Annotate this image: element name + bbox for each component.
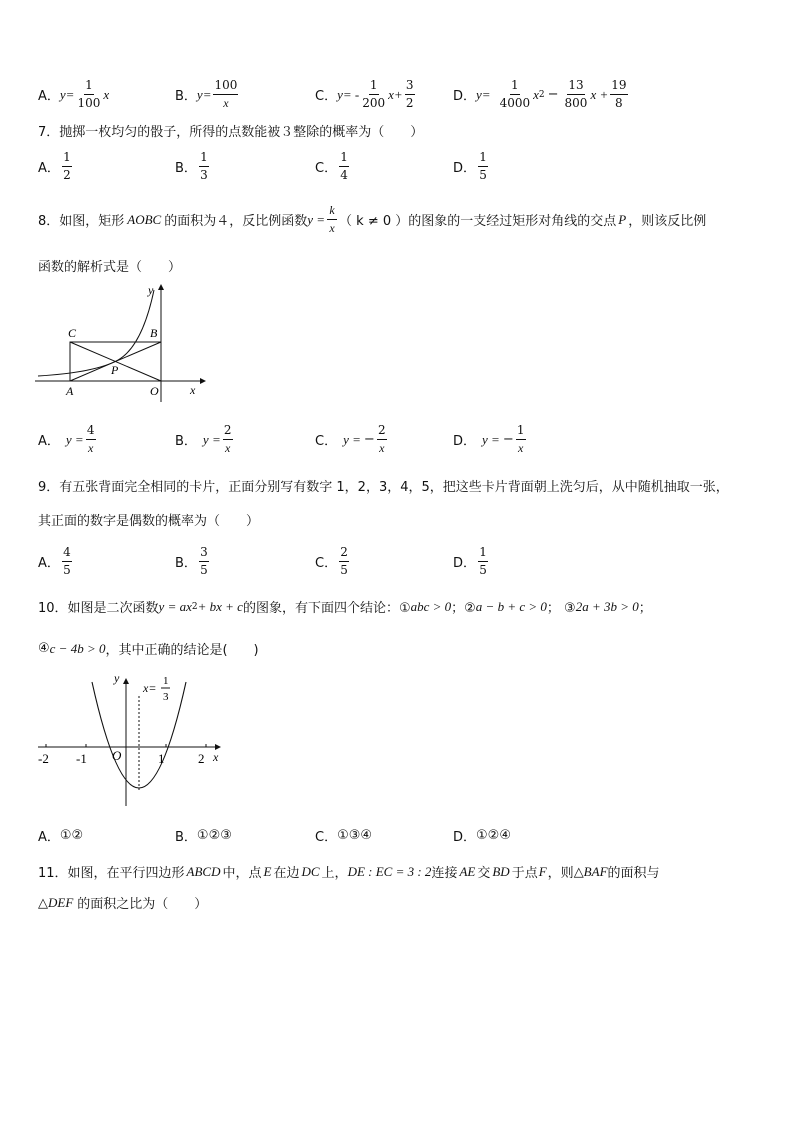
x-axis-arrow bbox=[200, 378, 206, 384]
tick-label-neg1: -1 bbox=[76, 751, 87, 766]
fraction: $\frac{2}{5}$ bbox=[340, 545, 348, 577]
q7-option-a[interactable]: A． $\frac{1}{2}$ bbox=[38, 150, 71, 182]
fraction: $\frac{1}{x}$ bbox=[516, 423, 525, 455]
tick-label-1: 1 bbox=[158, 751, 165, 766]
q8-option-d[interactable]: D． y = − $\frac{1}{x}$ bbox=[453, 423, 525, 455]
label-c: C bbox=[68, 326, 77, 340]
q7-option-c[interactable]: C． $\frac{1}{4}$ bbox=[315, 150, 348, 182]
q9-option-a[interactable]: A． $\frac{4}{5}$ bbox=[38, 545, 71, 577]
label-p: P bbox=[111, 363, 119, 377]
q11-stem-line2: △DEF 的面积之比为（ ） bbox=[38, 894, 208, 912]
fraction: $\frac{1}{2}$ bbox=[63, 150, 71, 182]
label-x: x bbox=[213, 750, 219, 764]
tick-label-2: 2 bbox=[198, 751, 205, 766]
fraction: $\frac{3}{2}$ bbox=[405, 78, 414, 110]
y-axis-arrow bbox=[123, 678, 129, 684]
label-sym-lhs: x= bbox=[143, 681, 157, 695]
q10-option-c[interactable]: C． ①③④ bbox=[315, 828, 373, 845]
label-b: B bbox=[150, 326, 158, 340]
label-sym-den: 3 bbox=[163, 691, 169, 703]
fraction: $\frac{1}{4000}$ bbox=[499, 78, 531, 110]
q10-option-d[interactable]: D． ①②④ bbox=[453, 828, 511, 845]
label-sym-num: 1 bbox=[163, 675, 169, 687]
q6-option-a[interactable]: A． y= $\frac{1}{100}$ x bbox=[38, 78, 110, 110]
fraction: $\frac{13}{800}$ bbox=[564, 78, 588, 110]
fraction: $\frac{19}{8}$ bbox=[611, 78, 627, 110]
q8-option-b[interactable]: B． y = $\frac{2}{x}$ bbox=[175, 423, 232, 455]
fraction: $\frac{2}{x}$ bbox=[377, 423, 386, 455]
q9-option-b[interactable]: B． $\frac{3}{5}$ bbox=[175, 545, 208, 577]
q7-stem: 7．抛掷一枚均匀的骰子，所得的点数能被３整除的概率为（ ） bbox=[38, 125, 424, 140]
fraction: $\frac{2}{x}$ bbox=[223, 423, 232, 455]
label-x: x bbox=[190, 383, 196, 397]
q8-option-c[interactable]: C． y = − $\frac{2}{x}$ bbox=[315, 423, 386, 455]
fraction: $\frac{1}{200}$ bbox=[362, 78, 386, 110]
fraction: $\frac{3}{5}$ bbox=[200, 545, 208, 577]
q10-stem-line2: ④ c − 4b > 0 ，其中正确的结论是( ) bbox=[38, 640, 259, 658]
y-axis-arrow bbox=[158, 284, 164, 290]
label-o: O bbox=[150, 384, 159, 398]
fraction: $\frac{4}{x}$ bbox=[86, 423, 95, 455]
label-y: y bbox=[114, 671, 120, 685]
q10-stem: 10．如图是二次函数 y = ax 2 + bx + c 的图象，有下面四个结论：① abc > 0 ；② a − b + c > 0 ； ③ 2a + 3b > 0 ； bbox=[38, 598, 652, 616]
q10-option-b[interactable]: B． ①②③ bbox=[175, 828, 232, 845]
fraction: $\frac{1}{3}$ bbox=[200, 150, 208, 182]
tick-label-neg2: -2 bbox=[38, 751, 49, 766]
fraction: $\frac{1}{5}$ bbox=[479, 150, 487, 182]
q8-figure bbox=[30, 280, 210, 405]
q8-stem-line2: 函数的解析式是（ ） bbox=[38, 260, 182, 275]
label-origin: O bbox=[112, 748, 122, 763]
label-y: y bbox=[148, 283, 154, 297]
label-a: A bbox=[66, 384, 74, 398]
q9-option-c[interactable]: C． $\frac{2}{5}$ bbox=[315, 545, 348, 577]
q9-option-d[interactable]: D． $\frac{1}{5}$ bbox=[453, 545, 487, 577]
q8-stem: 8．如图，矩形 AOBC 的面积为４，反比例函数 y = $\frac{k}{x}$ （ k ≠ 0 ） 的图象的一支经过矩形对角线的交点 P ，则该反比例 bbox=[38, 203, 707, 235]
fraction: $\frac{k}{x}$ bbox=[327, 203, 337, 236]
hyperbola-curve bbox=[38, 290, 154, 376]
q11-stem: 11．如图，在平行四边形 ABCD 中，点 E 在边 DC 上， DE : EC = 3 : 2 连接 AE 交 BD 于点 F ，则 △BAF 的面积与 bbox=[38, 863, 660, 881]
q10-option-a[interactable]: A． ①② bbox=[38, 828, 84, 845]
fraction: $\frac{1}{100}$ bbox=[77, 78, 101, 110]
fraction: $\frac{100}{x}$ bbox=[214, 78, 238, 110]
q8-option-a[interactable]: A． y = $\frac{4}{x}$ bbox=[38, 423, 95, 455]
q7-option-d[interactable]: D． $\frac{1}{5}$ bbox=[453, 150, 487, 182]
q6-option-d[interactable]: D． y= $\frac{1}{4000}$ x 2 − $\frac{13}{800}$ x + $\frac{19}{8}$ bbox=[453, 78, 627, 110]
q10-figure bbox=[30, 668, 230, 813]
fraction: $\frac{4}{5}$ bbox=[63, 545, 71, 577]
q6-option-b[interactable]: B． y= $\frac{100}{x}$ bbox=[175, 78, 238, 110]
fraction: $\frac{1}{4}$ bbox=[340, 150, 348, 182]
fraction: $\frac{1}{5}$ bbox=[479, 545, 487, 577]
q9-stem-line2: 其正面的数字是偶数的概率为（ ） bbox=[38, 514, 260, 529]
q7-option-b[interactable]: B． $\frac{1}{3}$ bbox=[175, 150, 208, 182]
q9-stem-line1: 9．有五张背面完全相同的卡片，正面分别写有数字 1，2，3，4，5，把这些卡片背面朝上洗匀后，从中随机抽取一张， bbox=[38, 480, 729, 495]
q6-option-c[interactable]: C． y= - $\frac{1}{200}$ x+ $\frac{3}{2}$ bbox=[315, 78, 414, 110]
